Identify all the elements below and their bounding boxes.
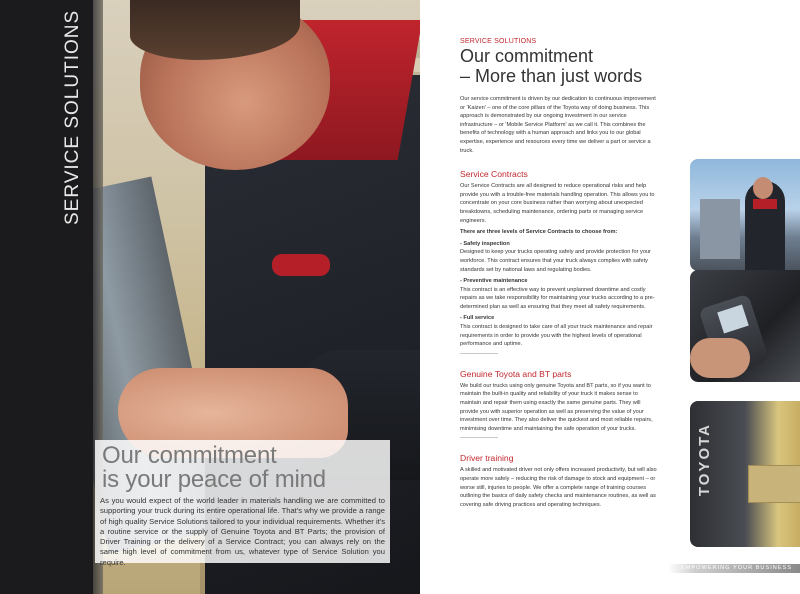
commitment-text: As you would expect of the world leader in materials handling we are committed to supporting your truck during its entire operational life. That's why we provide a range of high quality Service Solutions tailored to your individual requirements. Whether it's a routine service or the supply of Genuine Toyota and BT Parts; the provision of Driver Training or the delivery of a Service Contract; you can always rely on the same high level of commitment from us, whatever type of Service Solution you require.: [100, 496, 385, 567]
service-contracts-heading: Service Contracts: [460, 169, 528, 180]
page-title-line2: – More than just words: [460, 66, 643, 86]
level-preventive-maintenance-title: - Preventive maintenance: [460, 278, 528, 285]
handheld-device-photo: [690, 270, 800, 382]
footer-tagline: EMPOWERING YOUR BUSINESS: [681, 565, 792, 571]
section-kicker: SERVICE SOLUTIONS: [460, 38, 537, 45]
driver-training-text: A skilled and motivated driver not only offers increased productivity, but will also operate more safely – reducing the risk of damage to stock and equipment – or worse still, injuries to people. We offer a complete range of training courses outlining the basics of daily safety checks and maintenance routines, as well as covering safe driving practices and operating techniques.: [460, 467, 657, 508]
genuine-parts-text: We build our trucks using only genuine Toyota and BT parts, so if you want to maintain the built-in quality and reliability of your truck it makes sense to maintain and repair them using exactly the same genuine parts. They will provide you with superior operation as well as preserving the value of your investment over time. They also deliver the quickest and most reliable repairs, minimising downtime and maintaining the safe operation of your trucks.: [460, 382, 653, 432]
level-full-service-text: This contract is designed to take care of all your truck maintenance and repair requirements in order to provide you with the highest levels of operational performance and uptime.: [460, 324, 653, 348]
sleeve-logo-patch: [272, 254, 330, 276]
hand-holding-device: [690, 338, 750, 378]
level-safety-inspection-text: Designed to keep your trucks operating safely and provide protection for your workforce. This contract ensures that your truck always complies with safety standards set by national laws and regulating bodies.: [460, 249, 651, 273]
page-title-line1: Our commitment: [460, 46, 594, 66]
toyota-forklift-photo: [690, 401, 800, 547]
contract-levels-intro: There are three levels of Service Contracts to choose from:: [460, 229, 618, 236]
right-page: [420, 0, 800, 594]
section-divider: [460, 353, 498, 354]
technician-head: [753, 177, 773, 199]
service-contracts-text: Our Service Contracts are all designed to reduce operational risks and help provide you with a trouble-free materials handling operation. This allows you to concentrate on your core business rather than worrying about unexpected breakdowns, scheduling maintenance, ordering parts or managing service engineers.: [460, 183, 655, 224]
level-preventive-maintenance-text: This contract is an effective way to prevent unplanned downtime and costly repairs as we take responsibility for maintaining your trucks according to a pre-determined plan as well as ensuring that they meet all safety requirements.: [460, 286, 655, 310]
building-shape: [700, 199, 740, 259]
level-safety-inspection-title: - Safety inspection: [460, 240, 510, 247]
level-full-service-title: - Full service: [460, 315, 495, 322]
vertical-section-title: SERVICE SOLUTIONS: [62, 9, 83, 225]
commitment-heading: [102, 444, 385, 492]
page-title: [460, 46, 660, 86]
genuine-parts-heading: Genuine Toyota and BT parts: [460, 368, 572, 379]
commitment-heading-line1: Our commitment: [102, 442, 277, 469]
commitment-heading-line2: is your peace of mind: [102, 466, 326, 493]
toyota-mast-label: TOYOTA: [696, 423, 713, 497]
commitment-box: [95, 440, 390, 567]
footer-bar: [668, 564, 800, 573]
pallet-load: [748, 465, 800, 503]
section-divider: [460, 437, 498, 438]
technician-outdoor-photo: [690, 159, 800, 271]
driver-training-heading: Driver training: [460, 453, 514, 464]
intro-paragraph: Our service commitment is driven by our dedication to continuous improvement or 'Kaizen' – one of the core pillars of the Toyota way of doing business. This approach is demonstrated by our ongoing investment in our service infrastructure – or 'Mobile Service Platform' as we call it. This combines the benefits of technology with a human approach and links you to our global expertise, experience and resources every time we deliver a part or service a truck.: [460, 96, 656, 154]
red-collar: [753, 199, 777, 209]
article-column: [460, 38, 660, 509]
